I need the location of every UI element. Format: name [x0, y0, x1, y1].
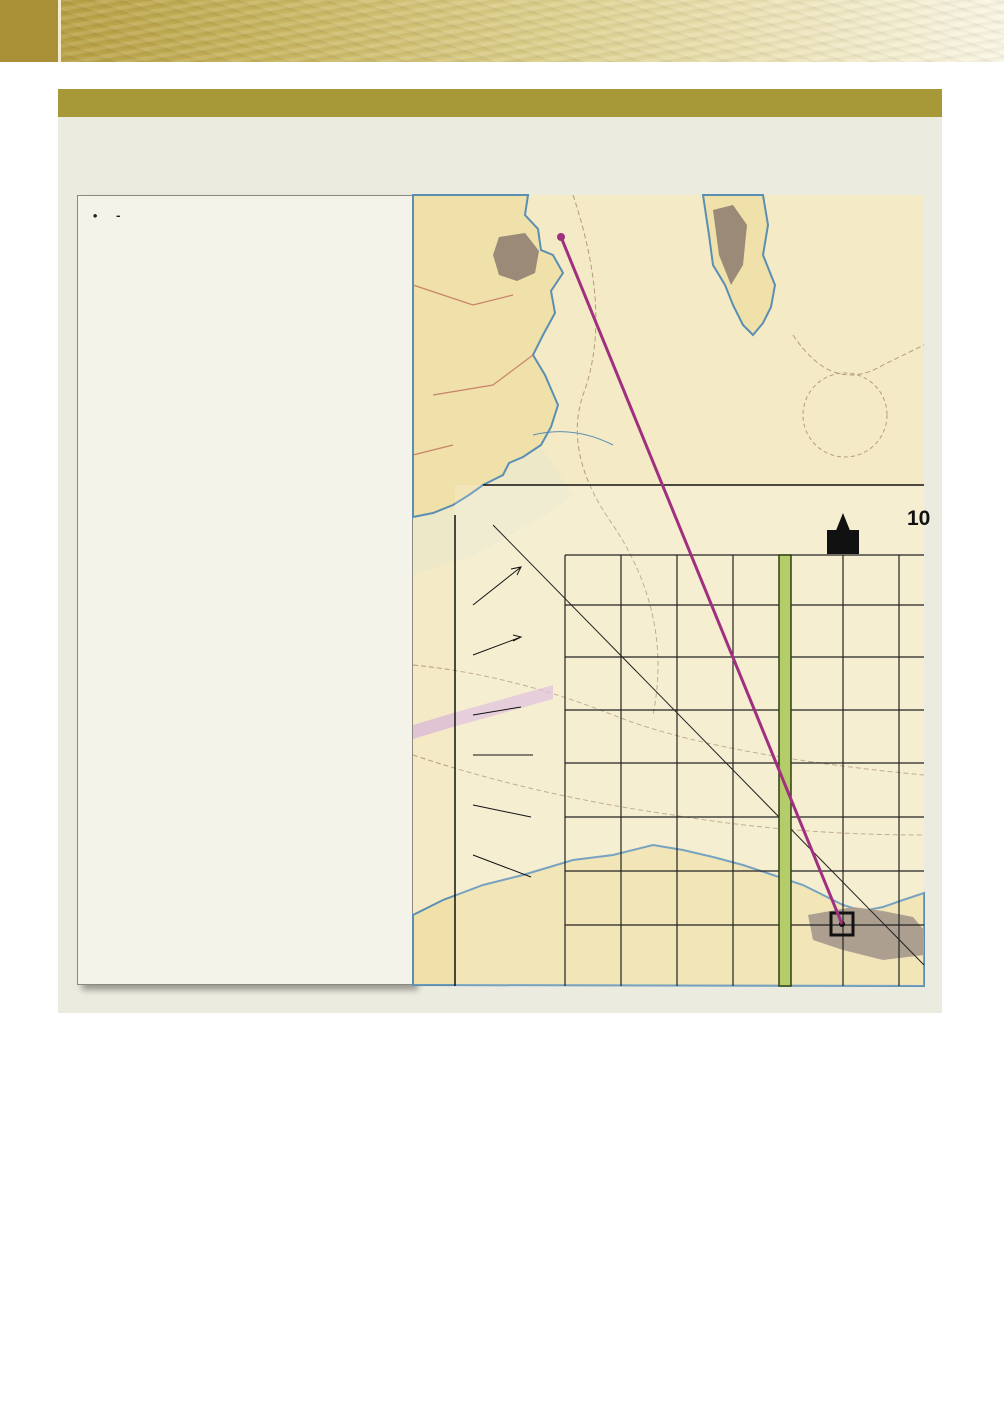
- section-title: [58, 89, 942, 117]
- page-header: [0, 0, 1004, 62]
- algeciras-light-mark: [557, 233, 565, 241]
- header-texture: [0, 0, 1004, 62]
- chart-svg: [413, 195, 931, 986]
- protractor-body: [455, 485, 924, 986]
- page-number-box: [0, 0, 61, 62]
- protractor-numerals: [907, 507, 930, 530]
- protractor: [455, 485, 924, 986]
- degree-label: 10: [907, 507, 931, 530]
- nautical-chart: [413, 195, 931, 986]
- reminder-box: [77, 195, 413, 985]
- zero-box: [827, 530, 859, 554]
